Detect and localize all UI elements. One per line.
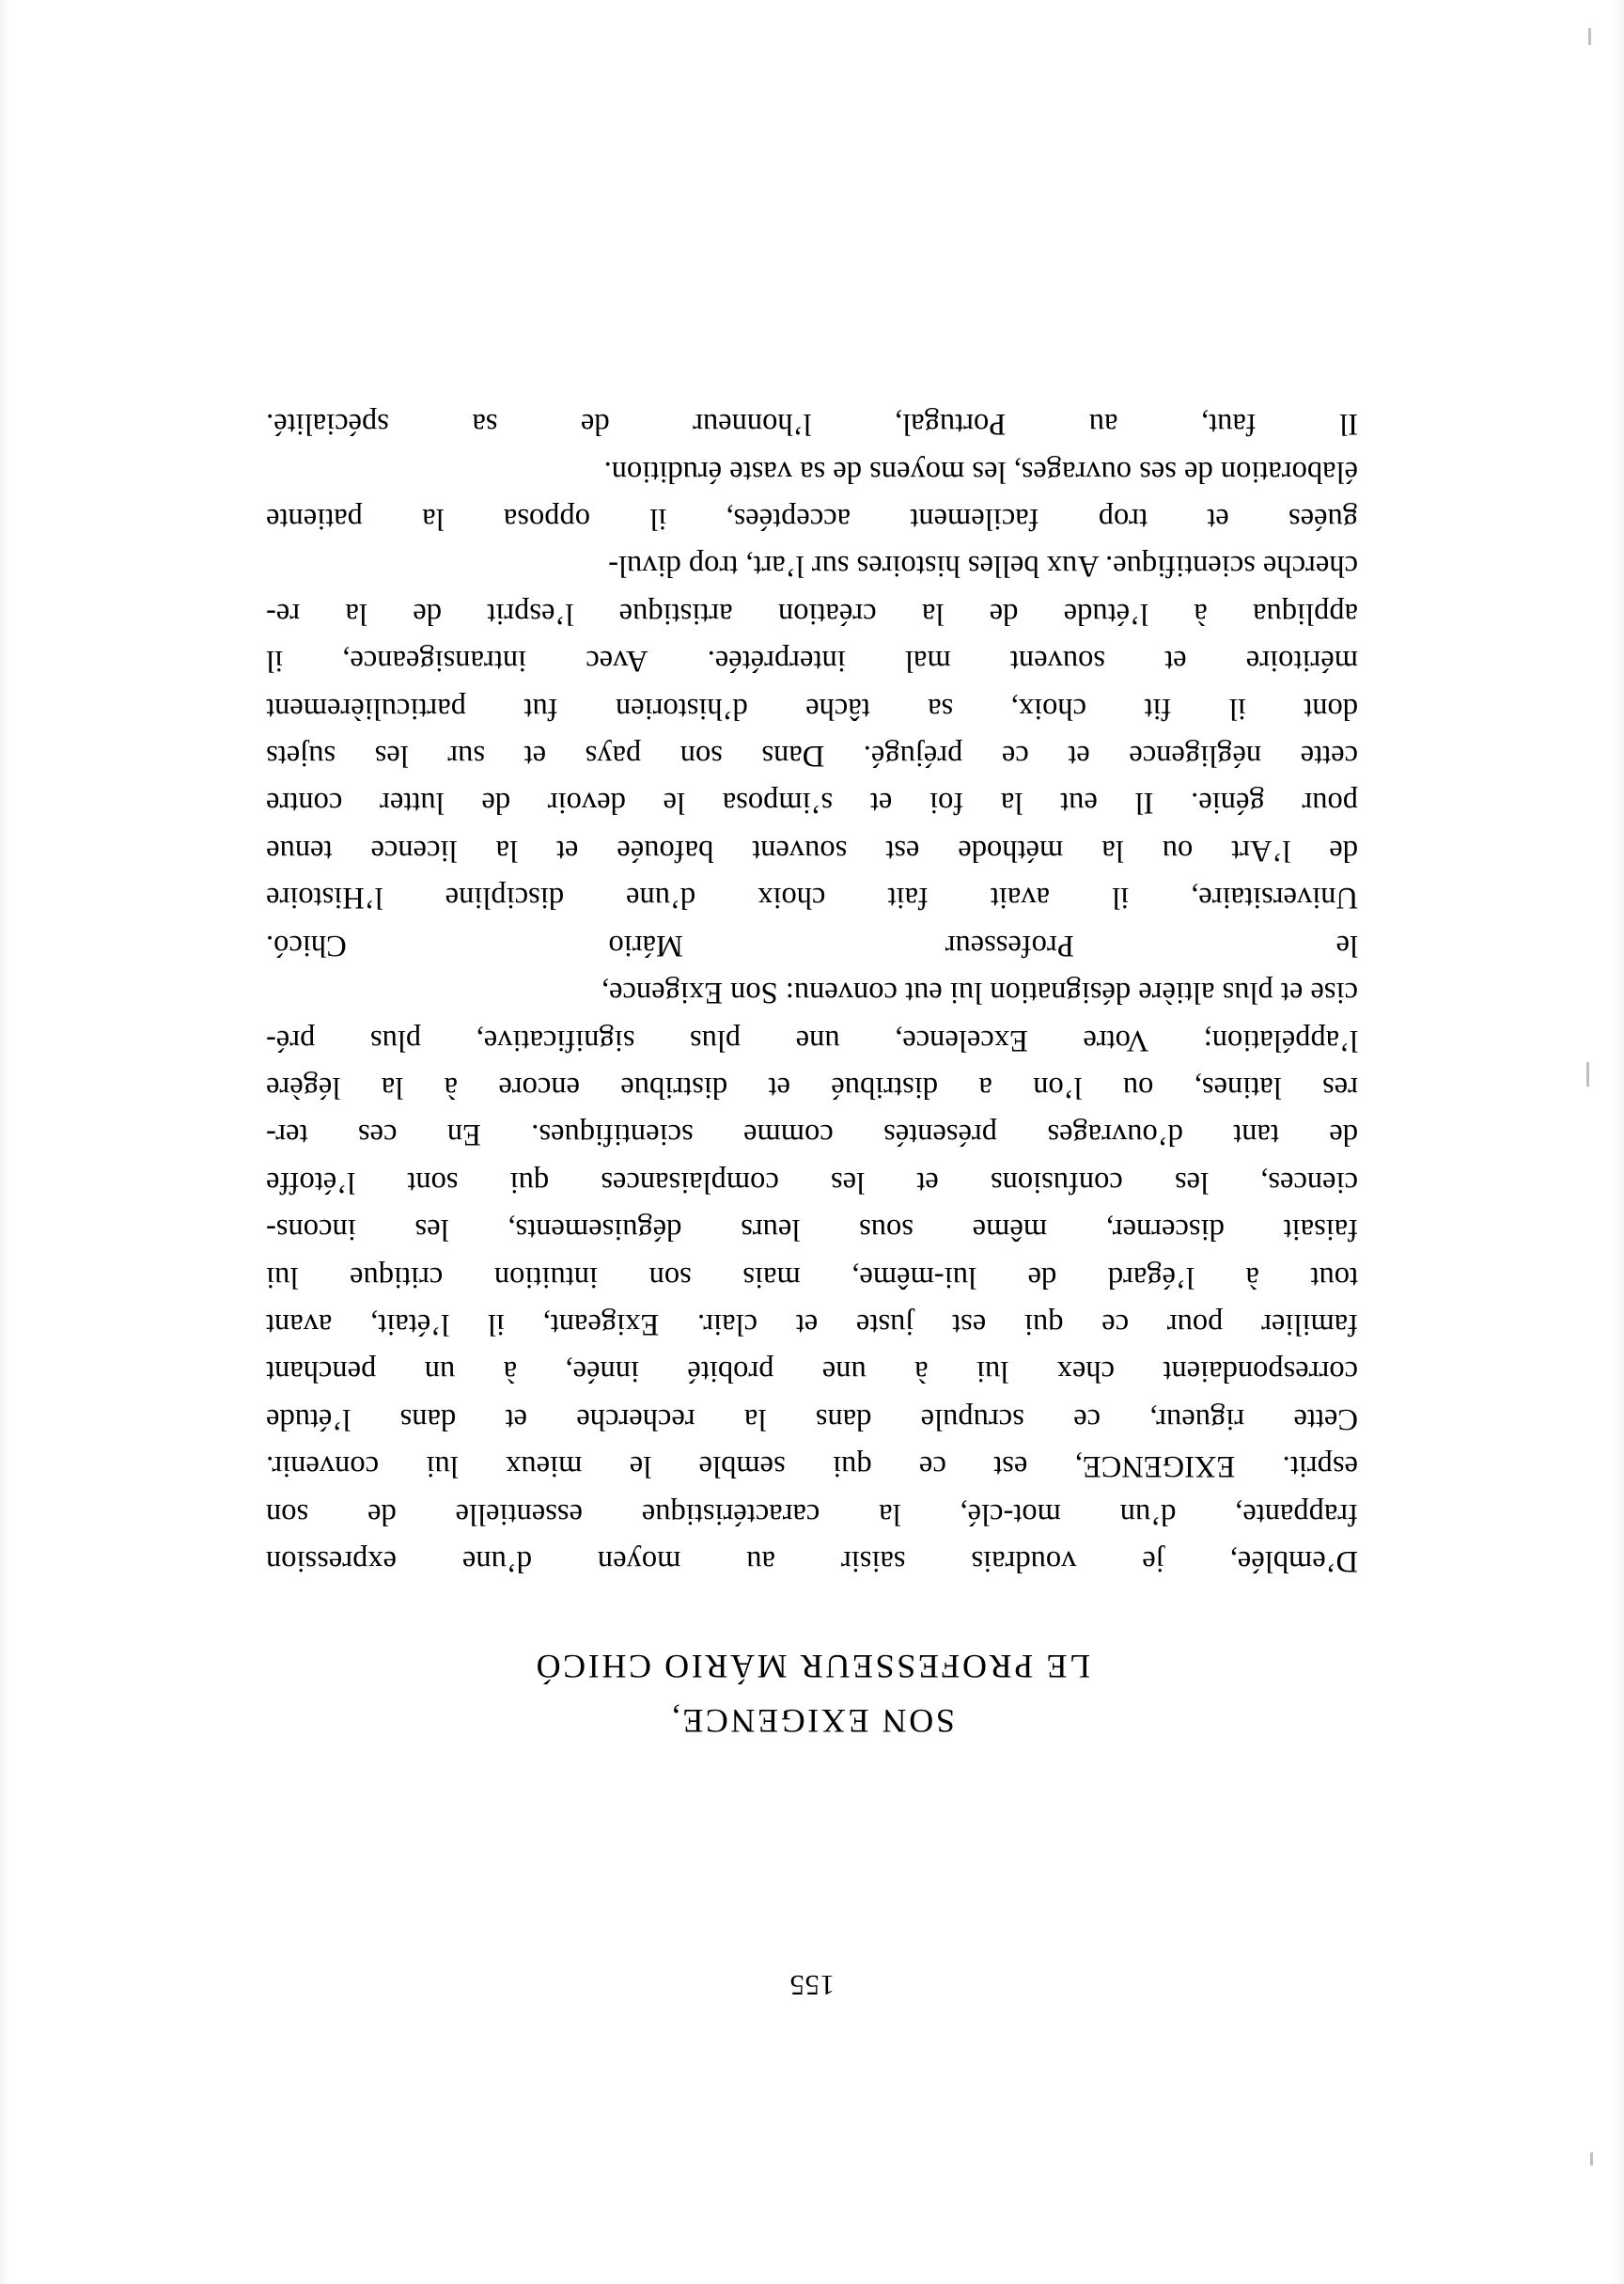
body-text-word: facilement [910, 502, 1039, 537]
body-text-line [266, 542, 1358, 589]
body-text-word: avant [266, 1306, 333, 1341]
body-text-run: cherche scientifique. Aux belles histoires sur l’art, trop divul- [608, 549, 1358, 584]
body-text-word: à [1194, 596, 1208, 631]
body-text-word: le [1335, 928, 1358, 962]
body-text-word: mot-clé, [960, 1496, 1061, 1531]
body-text-word: Dans [761, 739, 825, 774]
body-text-word: convenir. [266, 1449, 380, 1484]
body-text-word: la [879, 1496, 901, 1531]
body-text-word: ou [1162, 833, 1194, 868]
body-text-word: clair. [696, 1306, 758, 1341]
body-text-word: dont [1304, 691, 1358, 726]
text-block [266, 400, 1358, 1748]
body-text-word: de [1329, 833, 1358, 868]
body-text-word: Portugal, [895, 407, 1007, 442]
body-text-word: latines, [1194, 1070, 1282, 1104]
body-text-word: saisir [840, 1544, 906, 1578]
body-text-word: encore [498, 1070, 581, 1104]
body-text-word: intuition [493, 1259, 599, 1294]
body-text-word: familier [1261, 1306, 1358, 1341]
body-text-word: guées [1288, 502, 1358, 537]
body-text-line [266, 589, 1358, 636]
body-text-word: négligence [1129, 739, 1262, 774]
body-text-word: opposa [503, 502, 590, 537]
body-text-word: une [795, 1023, 840, 1057]
body-text-word: pour [1166, 1306, 1224, 1341]
body-text-line [266, 1538, 1358, 1585]
body-text-word: à [444, 1070, 459, 1104]
body-text-word: sujets [266, 739, 336, 774]
body-text-word: l’étoffe [266, 1165, 356, 1199]
body-text-word: un [424, 1354, 456, 1389]
body-text-word: distribue [620, 1070, 728, 1104]
body-text-word: même [972, 1212, 1048, 1247]
page-number: 155 [789, 1969, 835, 2002]
body-text-line [266, 447, 1358, 494]
body-text-word: lui [976, 1354, 1009, 1389]
body-text-word: penchant [266, 1354, 377, 1389]
body-text-word: l’honneur [693, 407, 812, 442]
body-text-word: probité [687, 1354, 774, 1389]
body-text-word: la [743, 1401, 767, 1436]
body-text-word: ou [1122, 1070, 1154, 1104]
body-text-word: caractéristique [641, 1496, 820, 1531]
body-text-word: lui [426, 1449, 459, 1484]
body-text-word: de [580, 407, 610, 442]
body-text-word: de [1027, 1259, 1057, 1294]
body-text-word: qui [509, 1165, 550, 1199]
body-text-word: et [768, 1070, 790, 1104]
body-text-line [266, 732, 1358, 779]
body-text-word: devoir [547, 786, 626, 821]
body-text-word: à [914, 1354, 929, 1389]
body-text-word: s’imposa [722, 786, 834, 821]
body-text-line [266, 400, 1358, 447]
body-text-line [266, 1158, 1358, 1205]
body-text-word: sont [407, 1165, 459, 1199]
body-text-word: contre [266, 786, 343, 821]
body-text-word: une [821, 1354, 867, 1389]
body-text-word: ce [1101, 1306, 1130, 1341]
body-text-word: Mário [608, 928, 683, 962]
body-text-word: ce [1073, 1401, 1101, 1436]
body-text-word: est [885, 833, 920, 868]
body-text-word: faut, [1200, 407, 1257, 442]
body-text-word: cette [1300, 739, 1358, 774]
body-text-word: essentielle [455, 1496, 583, 1531]
body-text-word: incons- [266, 1212, 356, 1247]
body-text-word: d’ouvrages [1047, 1118, 1183, 1152]
body-text-word: tâche [805, 691, 870, 726]
body-text-line [266, 921, 1358, 968]
body-text-word: souvent [1009, 644, 1105, 679]
body-text-word: tenue [266, 833, 333, 868]
body-text-word: son [648, 1259, 692, 1294]
page-title [266, 1639, 1358, 1748]
body-text-word: moyen [597, 1544, 681, 1578]
body-text-line [266, 1064, 1358, 1111]
body-text-word: ter- [266, 1118, 308, 1152]
body-text-line [266, 1490, 1358, 1537]
body-text-word: Professeur [945, 928, 1074, 962]
body-text-word: d’une [626, 881, 696, 915]
body-text-word: foi [929, 786, 964, 821]
body-text-word: l’était, [370, 1306, 450, 1341]
body-text-word: voudrais [971, 1544, 1077, 1578]
body-text-word: et [795, 1306, 819, 1341]
body-text-word: En [446, 1118, 481, 1152]
body-text-word: il [1112, 881, 1130, 915]
body-text-word: lutter [380, 786, 445, 821]
body-text-word: frappante, [1235, 1496, 1358, 1531]
body-text-word: ciences, [1260, 1165, 1358, 1199]
body-text-word: l’Histoire [266, 881, 383, 915]
body-text-word: l’on [1033, 1070, 1083, 1104]
body-text-word: lui [266, 1259, 299, 1294]
body-text-word: d’une [461, 1544, 532, 1578]
body-text-line [266, 495, 1358, 542]
body-text-word: et [505, 1401, 528, 1436]
body-text-word: sa [472, 407, 498, 442]
body-text-word: choix [757, 881, 826, 915]
body-text-word: plus [689, 1023, 742, 1057]
body-text-word: méthode [958, 833, 1064, 868]
body-text-word: artistique [618, 596, 733, 631]
body-text-word: eut [1060, 786, 1098, 821]
body-text-word: l’esprit [487, 596, 574, 631]
body-text-word: appliqua [1253, 596, 1358, 631]
body-text-word: fait [887, 881, 929, 915]
body-text-run: élaboration de ses ouvrages, les moyens de sa vaste érudition. [603, 454, 1358, 489]
body-text-word: distribué [831, 1070, 939, 1104]
body-text-word: et [1164, 644, 1187, 679]
body-text-word: pour [1302, 786, 1358, 821]
body-text-word: leurs [741, 1212, 801, 1247]
body-text-word: patiente [266, 502, 363, 537]
body-text-word: préjugé. [863, 739, 963, 774]
body-text-word: tout [1310, 1259, 1358, 1294]
body-text-line [266, 827, 1358, 874]
body-text-word: ce [918, 1449, 946, 1484]
body-text-word: qui [833, 1449, 872, 1484]
body-text-word: déguisements, [508, 1212, 682, 1247]
body-text-word: juste [855, 1306, 914, 1341]
body-text-word: significative, [476, 1023, 635, 1057]
body-text-word: l’Art [1231, 833, 1291, 868]
body-text-word: il [266, 644, 284, 679]
body-text-word: pré- [266, 1023, 316, 1057]
body-text-word: Exigeant, [542, 1306, 660, 1341]
body-text-word: de [413, 596, 442, 631]
body-text-word: complaisances [601, 1165, 779, 1199]
body-text-word: méritoire [1245, 644, 1358, 679]
body-text-word: les [1174, 1165, 1210, 1199]
body-text-line [266, 779, 1358, 826]
body-text-word: fit [1144, 691, 1172, 726]
body-text-line [266, 1111, 1358, 1158]
body-text-word: et [1207, 502, 1229, 537]
body-text-line [266, 684, 1358, 731]
body-text-word: de [481, 786, 511, 821]
body-text-word: est [993, 1449, 1028, 1484]
body-text-line [266, 1443, 1358, 1490]
body-text-word: scrupule [920, 1401, 1024, 1436]
body-text-word: Excelence, [895, 1023, 1028, 1057]
body-text-word: génie. [1191, 786, 1265, 821]
body-text-word: Chicó. [266, 928, 347, 962]
body-text-word: ces [357, 1118, 398, 1152]
body-text-word: d’historien [615, 691, 748, 726]
body-text-word: correspondaient [1163, 1354, 1358, 1389]
body-text-word: légère [266, 1070, 341, 1104]
body-text-word: comme [743, 1118, 834, 1152]
body-text-word: Votre [1083, 1023, 1149, 1057]
body-text-word: et [1068, 739, 1090, 774]
body-text-word: faisait [1283, 1212, 1358, 1247]
body-text-word: avait [990, 881, 1051, 915]
body-text-word: EXIGENCE, [1074, 1449, 1236, 1484]
body-text-word: rigueur, [1149, 1401, 1245, 1436]
body-text-line [266, 1016, 1358, 1063]
body-text-line [266, 1206, 1358, 1253]
body-text-word: intransigeance, [342, 644, 527, 679]
body-text-word: la [381, 1070, 404, 1104]
body-text-word: la [422, 502, 445, 537]
body-text-line [266, 1348, 1358, 1395]
body-text-word: l’appélation; [1203, 1023, 1358, 1057]
body-text-line [266, 1253, 1358, 1300]
body-text-word: discerner, [1105, 1212, 1225, 1247]
body-text-word: expression [266, 1544, 397, 1578]
body-text-word: qui [1023, 1306, 1064, 1341]
body-text-word: l’égard [1107, 1259, 1195, 1294]
body-text-word: pays [585, 739, 642, 774]
body-text-word: l’étude [1063, 596, 1148, 631]
body-text-word: les [831, 1165, 866, 1199]
body-text-word: souvent [752, 833, 848, 868]
body-text-word: plus [369, 1023, 422, 1057]
body-text-word: la [1000, 786, 1023, 821]
body-text-word: les [374, 739, 409, 774]
body-text-word: la [495, 833, 518, 868]
body-text-word: et [916, 1165, 939, 1199]
body-text-word: chex [1056, 1354, 1116, 1389]
body-text-word: Il [1339, 407, 1358, 442]
body-text-word: Il [1134, 786, 1154, 821]
body-text-word: la [921, 596, 945, 631]
body-text-word: au [746, 1544, 775, 1578]
body-text-word: fut [523, 691, 558, 726]
body-text-word: au [1088, 407, 1118, 442]
body-text-word: dans [815, 1401, 872, 1436]
body-text-word: je [1142, 1544, 1164, 1578]
body-text-word: licence [370, 833, 458, 868]
body-text-word: dans [399, 1401, 457, 1436]
body-text-line [266, 1301, 1358, 1348]
body-text-word: et [869, 786, 893, 821]
body-text-word: semble [698, 1449, 786, 1484]
body-text-line [266, 637, 1358, 684]
body-text-word: mais [742, 1259, 801, 1294]
body-text-word: de [367, 1496, 397, 1531]
body-text-word: sous [859, 1212, 914, 1247]
body-text-word: interprétée. [707, 644, 846, 679]
body-text-word: choix, [1010, 691, 1086, 726]
body-text-word: tant [1233, 1118, 1279, 1152]
body-text-word: son [266, 1496, 309, 1531]
body-text-word: présentés [883, 1118, 998, 1152]
body-text-word: a [978, 1070, 992, 1104]
body-text-word: mieux [506, 1449, 583, 1484]
body-text-word: innée, [565, 1354, 639, 1389]
body-text-word: la [1101, 833, 1124, 868]
body-text-word: à [503, 1354, 518, 1389]
body-text-word: D’emblée, [1229, 1544, 1358, 1578]
body-paragraph [266, 400, 1358, 1585]
page-title-line-2: LE PROFESSEUR MÁRIO CHICÓ [533, 1648, 1091, 1685]
body-text-word: le [629, 1449, 652, 1484]
body-text-word: l’étude [266, 1401, 351, 1436]
body-text-word: à [1245, 1259, 1259, 1294]
body-text-line [266, 874, 1358, 921]
body-text-word: re- [266, 596, 301, 631]
body-text-word: spécialité. [266, 407, 389, 442]
body-text-word: les [414, 1212, 449, 1247]
body-text-word: discipline [445, 881, 565, 915]
body-text-word: d’un [1119, 1496, 1177, 1531]
body-text-word: le [663, 786, 686, 821]
page-title-line-1: SON EXIGENCE, [669, 1702, 955, 1740]
body-text-word: de [1329, 1118, 1358, 1152]
body-text-run: cise et plus altière désignation lui eut convenu: Son Exigence, [601, 976, 1358, 1010]
body-text-word: il [1228, 691, 1246, 726]
body-text-word: il [487, 1306, 505, 1341]
body-text-word: recherche [576, 1401, 695, 1436]
body-text-word: est [952, 1306, 987, 1341]
body-text-word: Universitaire, [1191, 881, 1358, 915]
body-text-word: acceptées, [726, 502, 851, 537]
body-text-word: Avec [586, 644, 648, 679]
body-text-word: lui-même, [851, 1259, 976, 1294]
body-text-word: et [523, 739, 547, 774]
body-text-word: sa [928, 691, 954, 726]
body-text-word: création [777, 596, 877, 631]
body-text-word: scientifiques. [531, 1118, 694, 1152]
body-text-line [266, 969, 1358, 1016]
body-text-word: particulièrement [266, 691, 466, 726]
body-text-word: Cette [1293, 1401, 1358, 1436]
body-text-word: sur [447, 739, 486, 774]
body-text-word: confusions [990, 1165, 1123, 1199]
body-text-word: il [649, 502, 667, 537]
body-text-word: trop [1098, 502, 1148, 537]
body-text-word: critique [350, 1259, 444, 1294]
body-text-word: res [1322, 1070, 1358, 1104]
body-text-word: bafouée [617, 833, 714, 868]
body-text-word: esprit. [1282, 1449, 1358, 1484]
body-text-line [266, 1395, 1358, 1442]
body-text-word: de [989, 596, 1019, 631]
body-text-word: son [679, 739, 723, 774]
body-text-word: mal [904, 644, 951, 679]
body-text-word: et [555, 833, 579, 868]
body-text-word: la [345, 596, 367, 631]
body-text-word: ce [1001, 739, 1029, 774]
